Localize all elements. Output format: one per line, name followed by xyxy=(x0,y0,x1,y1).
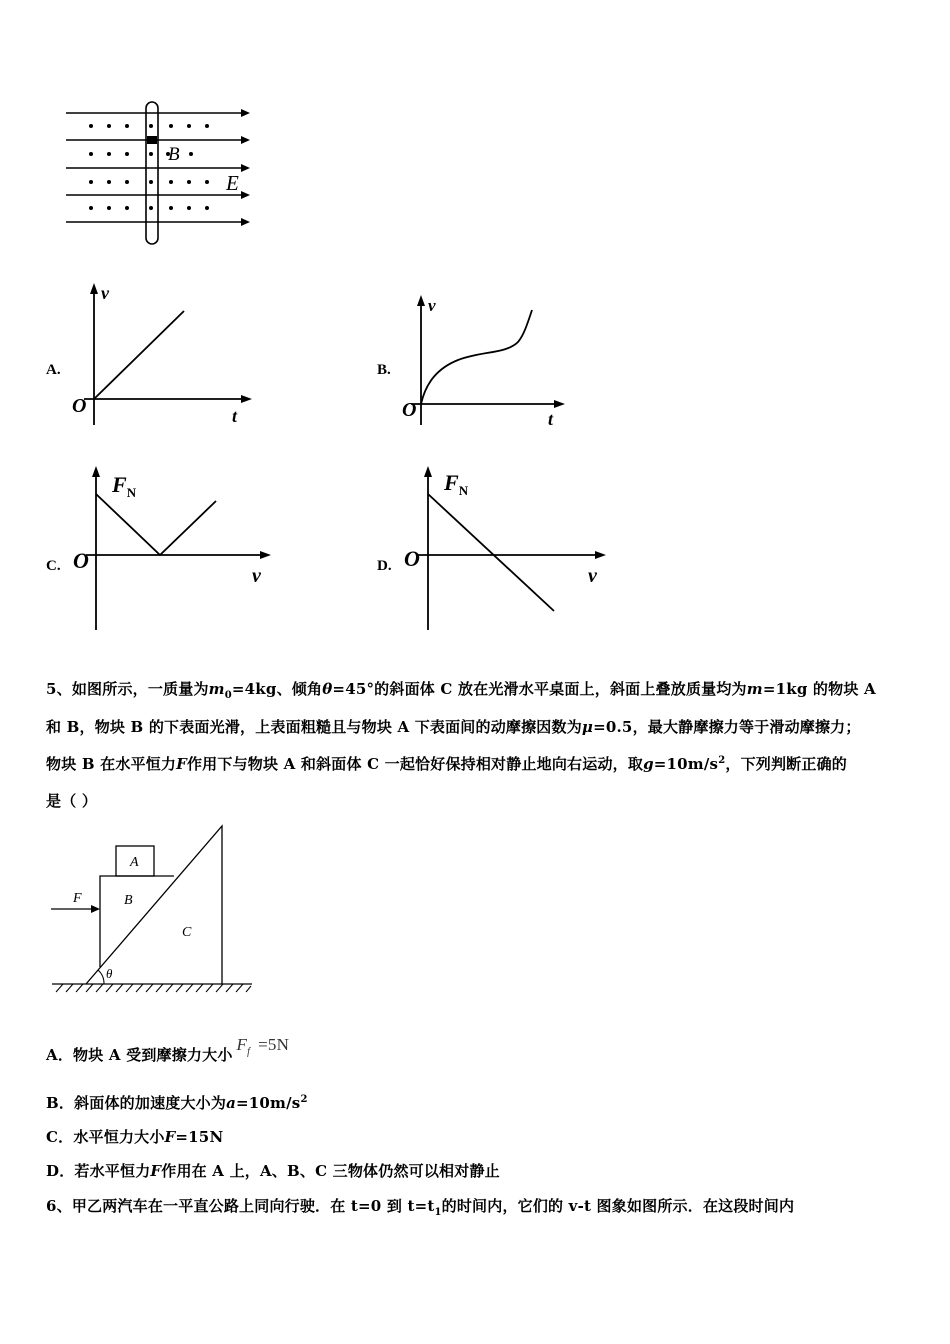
option-a-label: A. xyxy=(46,362,61,378)
graph-c-line xyxy=(96,494,216,555)
q5-text-7: 物块 B 在水平恒力 xyxy=(46,755,177,773)
graph-d-line xyxy=(428,494,554,611)
q6-text-2: 的时间内，它们的 v-t 图象如图所示．在这段时间内 xyxy=(441,1197,795,1215)
q5-text-3: =45°的斜面体 C 放在光滑水平桌面上，斜面上叠放质量均为 xyxy=(332,680,747,698)
graph-b-origin: O xyxy=(402,399,417,421)
graph-c-ylabel: $F_N$ xyxy=(112,472,137,500)
option-d-var: F xyxy=(150,1162,162,1180)
graph-a xyxy=(66,280,266,430)
option-c xyxy=(46,1126,223,1147)
incline-figure xyxy=(46,822,261,994)
option-b-val: =10m/s xyxy=(236,1094,301,1112)
q5-line-1 xyxy=(46,678,876,701)
option-c-val: =15N xyxy=(175,1128,224,1146)
field-label-b: B xyxy=(168,144,180,165)
option-b xyxy=(46,1092,308,1113)
graph-a-line xyxy=(94,311,184,399)
q5-line-2 xyxy=(46,716,861,737)
graph-d xyxy=(396,460,616,635)
option-b-var: a xyxy=(226,1094,237,1112)
q5-line-4 xyxy=(46,790,97,811)
graph-b-xlabel: t xyxy=(548,409,554,429)
field-label-e: E xyxy=(226,171,239,195)
block-b-label: B xyxy=(124,893,133,908)
graph-b xyxy=(396,290,596,430)
q5-theta: θ xyxy=(322,680,333,698)
graph-c-origin: O xyxy=(73,548,89,573)
q5-f: F xyxy=(176,755,187,773)
q5-m0: m xyxy=(208,680,225,698)
q6-line xyxy=(46,1195,794,1218)
q5-g: g xyxy=(643,755,654,773)
option-c-var: F xyxy=(164,1128,176,1146)
graph-b-ylabel: v xyxy=(428,296,436,315)
graph-a-xlabel: t xyxy=(232,406,238,426)
option-a-formula-rest: =5N xyxy=(258,1035,290,1054)
q5-line-3 xyxy=(46,753,847,774)
graph-a-origin: O xyxy=(72,395,87,417)
graph-d-origin: O xyxy=(404,546,420,571)
q5-m0-sub: 0 xyxy=(224,690,232,701)
graph-d-xlabel: v xyxy=(588,565,597,587)
graph-c-xlabel: v xyxy=(252,565,261,587)
q5-text-1: 如图所示，一质量为 xyxy=(71,680,209,698)
q5-number: 5、 xyxy=(46,680,72,698)
q5-text-4: =1kg 的物块 A xyxy=(762,680,876,698)
q5-text-5: 和 B，物块 B 的下表面光滑，上表面粗糙且与物块 A 下表面间的动摩擦因数为 xyxy=(46,718,582,736)
option-a-formula-f: F xyxy=(236,1035,248,1054)
option-d-text-2: 作用在 A 上，A、B、C 三物体仍然可以相对静止 xyxy=(161,1162,500,1180)
q5-text-9: =10m/s xyxy=(653,755,719,773)
q5-mu: μ xyxy=(581,718,594,736)
option-b-label: B. xyxy=(377,362,391,378)
q6-sub: 1 xyxy=(434,1207,442,1218)
graph-d-ylabel: $F_N$ xyxy=(444,470,469,498)
option-b-sup: 2 xyxy=(300,1094,308,1105)
option-a-text: A．物块 A 受到摩擦力大小 xyxy=(46,1046,233,1064)
q5-text-6: =0.5，最大静摩擦力等于滑动摩擦力； xyxy=(593,718,861,736)
graph-c xyxy=(66,460,281,635)
q6-text-1: 6、甲乙两汽车在一平直公路上同向行驶．在 t=0 到 t=t xyxy=(46,1197,435,1215)
angle-label: θ xyxy=(106,966,113,981)
option-c-label: C. xyxy=(46,558,61,574)
graph-b-curve xyxy=(421,310,532,404)
force-f-label: F xyxy=(73,891,82,906)
option-a xyxy=(46,1035,290,1067)
q5-text-10: ，下列判断正确的 xyxy=(725,755,847,773)
q5-text-11: 是（ ） xyxy=(46,792,98,810)
q5-text-8: 作用下与物块 A 和斜面体 C 一起恰好保持相对静止地向右运动，取 xyxy=(186,755,644,773)
q5-m: m xyxy=(746,680,763,698)
field-figure xyxy=(58,98,268,253)
block-c-label: C xyxy=(182,925,192,940)
option-a-formula-sub: f xyxy=(247,1046,251,1058)
option-d-text-1: D．若水平恒力 xyxy=(46,1162,151,1180)
option-d-label: D. xyxy=(377,558,392,574)
option-b-text: B．斜面体的加速度大小为 xyxy=(46,1094,227,1112)
q5-sup: 2 xyxy=(718,755,726,766)
block-a-label: A xyxy=(130,855,139,870)
option-d xyxy=(46,1160,500,1181)
graph-a-ylabel: v xyxy=(101,283,109,303)
option-c-text: C．水平恒力大小 xyxy=(46,1128,165,1146)
q5-text-2: =4kg、倾角 xyxy=(231,680,323,698)
